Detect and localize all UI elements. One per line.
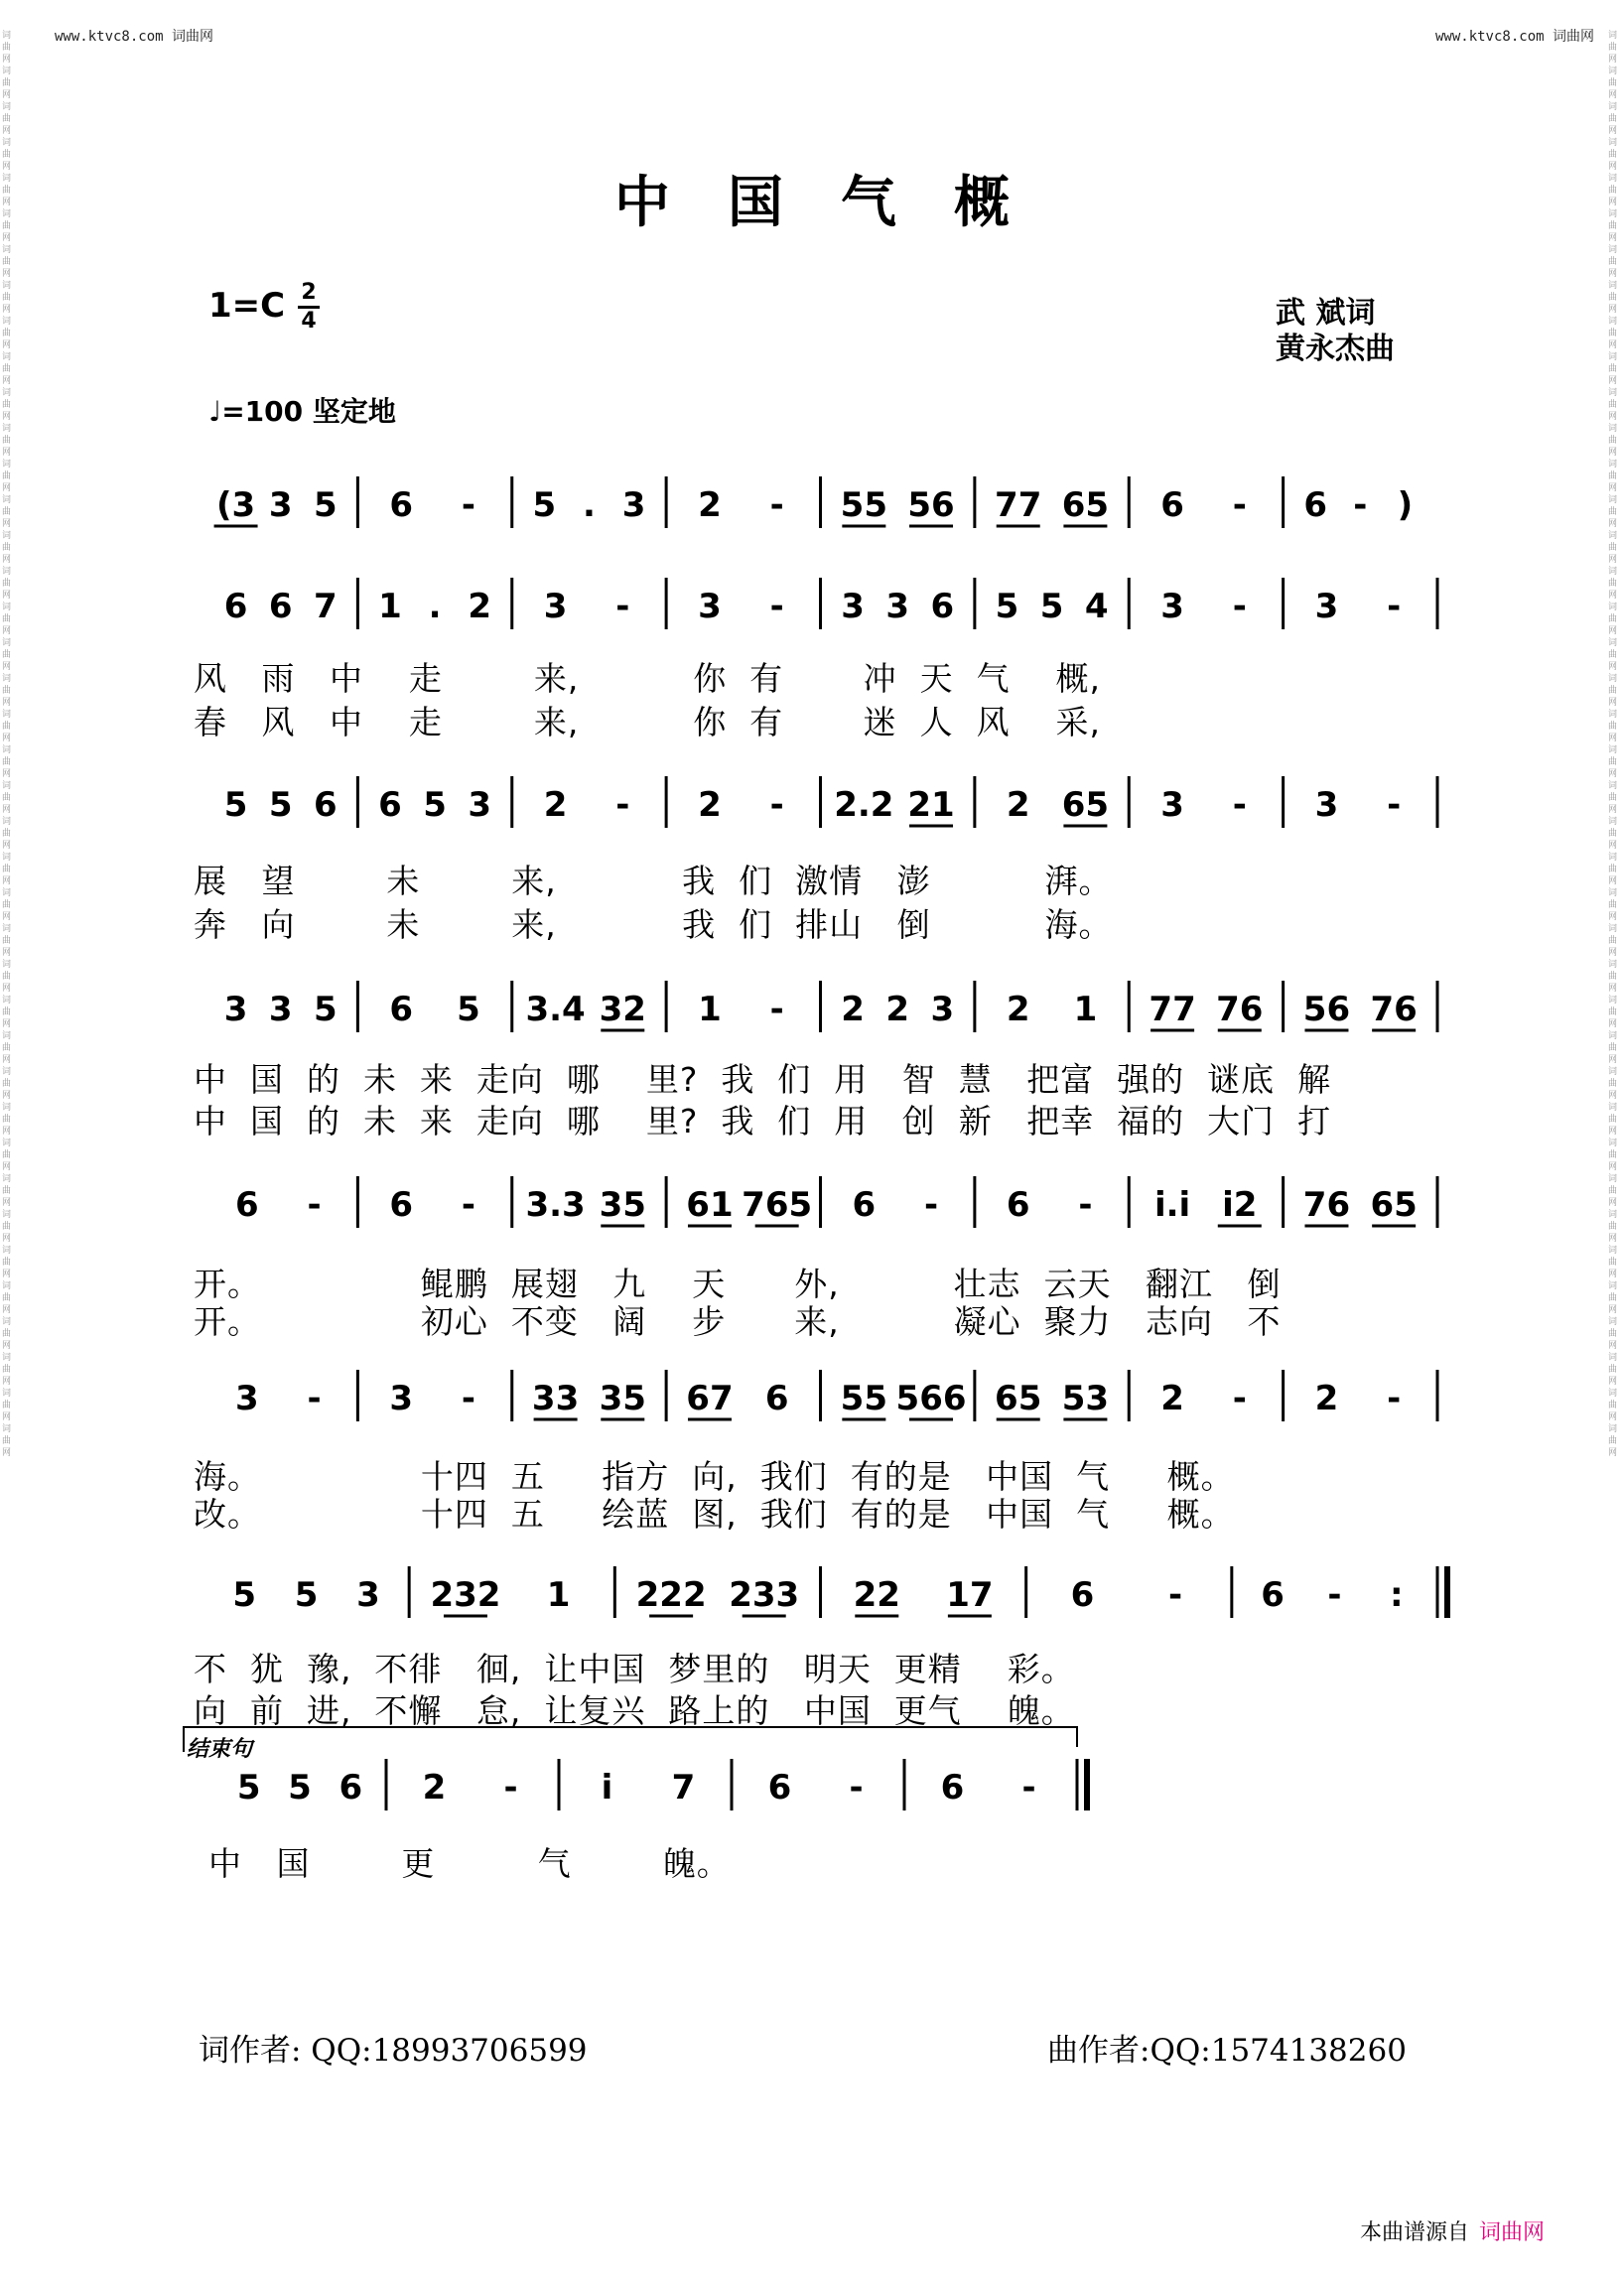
quarter-note-icon: ♩ (208, 395, 222, 428)
note: i2 (1222, 1185, 1258, 1225)
note: 6 (930, 587, 955, 626)
note: - (461, 485, 475, 525)
note: - (1232, 485, 1247, 525)
note: 5 (223, 785, 248, 825)
lyric-line: 开。 鲲鹏 展翅 九 天 外, 壮志 云天 翻江 倒 (194, 1265, 1282, 1303)
note: 6 (1160, 485, 1184, 525)
note: 6 (268, 587, 293, 626)
note: - (923, 1185, 939, 1225)
note: 5 (457, 990, 480, 1029)
note: 17 (946, 1575, 994, 1615)
note: 77 (995, 485, 1042, 525)
lyric-line: 中 国 的 未 来 走向 哪 里? 我 们 用 创 新 把幸 福的 大门 打 (194, 1102, 1332, 1140)
note: 2 (1314, 1379, 1339, 1418)
note: - (769, 990, 784, 1029)
note: 5 (1039, 587, 1064, 626)
note: 76 (1302, 1185, 1351, 1225)
tempo-text: =100 坚定地 (221, 395, 396, 428)
lyric-line: 改。 十四 五 绘蓝 图, 我们 有的是 中国 气 概。 (194, 1495, 1235, 1534)
note: 3.3 (525, 1185, 586, 1225)
note: : (1390, 1575, 1404, 1615)
note: 6 (389, 1185, 414, 1225)
note: ) (1397, 485, 1414, 525)
note: 3 (356, 1575, 380, 1615)
side-watermark-right: 词曲网词曲网词曲网词曲网词曲网词曲网词曲网词曲网词曲网词曲网词曲网词曲网词曲网词曲网词曲网词曲网词曲网词曲网词曲网词曲网词曲网词曲网词曲网词曲网词曲网词曲网词曲网词曲网词曲网词曲网词曲网词曲网词曲网词曲网词曲网词曲网词曲网词曲网词曲网词曲网 (1608, 31, 1618, 1458)
note: - (1387, 587, 1402, 626)
lyric-line: 展 望 未 来, 我 们 激情 澎 湃。 (194, 862, 1113, 900)
note: 2 (543, 785, 568, 825)
note: 35 (599, 1379, 646, 1418)
note: 3 (1314, 587, 1339, 626)
note: 5 (313, 990, 338, 1029)
note: 3 (468, 785, 492, 825)
note: 5 (995, 587, 1019, 626)
lyric-line: 开。 初心 不变 阔 步 来, 凝心 聚力 志向 不 (194, 1302, 1282, 1341)
lyric-line: 奔 向 未 来, 我 们 排山 倒 海。 (194, 905, 1113, 944)
note: 53 (1061, 1379, 1110, 1418)
note: 5 (288, 1768, 312, 1808)
note: 7 (313, 587, 338, 626)
note: 6 (313, 785, 338, 825)
note: 6 (1261, 1575, 1285, 1615)
note: 61 (686, 1185, 734, 1225)
lyric-line: 风 雨 中 走 来, 你 有 冲 天 气 概, (194, 659, 1102, 698)
note: - (1232, 785, 1247, 825)
source-brand[interactable]: 词曲网 (1479, 2220, 1546, 2245)
note: 5 (423, 785, 447, 825)
note: 35 (599, 1185, 646, 1225)
note: 2 (698, 785, 722, 825)
note: 5 (232, 1575, 257, 1615)
note: - (461, 1185, 475, 1225)
note: 3.4 (525, 990, 586, 1029)
note: 222 (635, 1575, 707, 1615)
note: . (428, 587, 442, 626)
note: - (307, 1379, 322, 1418)
lyric-line: 春 风 中 走 来, 你 有 迷 人 风 采, (194, 703, 1102, 741)
note: 22 (853, 1575, 900, 1615)
note: 2 (1006, 990, 1030, 1029)
note: - (1387, 785, 1402, 825)
note: 3 (543, 587, 568, 626)
note: 6 (1006, 1185, 1030, 1225)
ending-label: 结束句 (187, 1737, 253, 1762)
note: 4 (1084, 587, 1109, 626)
note: 21 (907, 785, 955, 825)
note: - (1327, 1575, 1342, 1615)
note: 3 (1160, 587, 1184, 626)
note: 3 (930, 990, 955, 1029)
note: 2 (1006, 785, 1030, 825)
note: 3 (235, 1379, 259, 1418)
note: 1 (546, 1575, 571, 1615)
composer-contact: 曲作者:QQ:1574138260 (1047, 2033, 1407, 2069)
note: - (307, 1185, 322, 1225)
note: 3 (389, 1379, 414, 1418)
note: i.i (1153, 1185, 1191, 1225)
note: 55 (840, 1379, 888, 1418)
note: 2 (698, 485, 722, 525)
note: - (769, 785, 784, 825)
note: - (461, 1379, 475, 1418)
note: 1 (698, 990, 722, 1029)
note: 65 (1061, 785, 1110, 825)
note: 1 (378, 587, 402, 626)
note: 2 (841, 990, 865, 1029)
note: - (1353, 485, 1368, 525)
lyric-line: 中 国 更 气 魄。 (208, 1844, 731, 1883)
note: 6 (389, 990, 414, 1029)
note: 56 (907, 485, 955, 525)
note: - (615, 587, 630, 626)
note: - (503, 1768, 518, 1808)
note: 5 (294, 1575, 319, 1615)
note: - (1078, 1185, 1093, 1225)
lyricist-contact: 词作者: QQ:18993706599 (199, 2033, 588, 2069)
note: 76 (1370, 990, 1418, 1029)
note: 3 (698, 587, 722, 626)
lyric-line: 海。 十四 五 指方 向, 我们 有的是 中国 气 概。 (194, 1457, 1235, 1496)
note: 56 (1302, 990, 1351, 1029)
note: 232 (430, 1575, 501, 1615)
note: 6 (764, 1379, 789, 1418)
site-url-right[interactable]: www.ktvc8.com 词曲网 (1434, 29, 1594, 45)
side-watermark-left: 词曲网词曲网词曲网词曲网词曲网词曲网词曲网词曲网词曲网词曲网词曲网词曲网词曲网词曲网词曲网词曲网词曲网词曲网词曲网词曲网词曲网词曲网词曲网词曲网词曲网词曲网词曲网词曲网词曲网词曲网词曲网词曲网词曲网词曲网词曲网词曲网词曲网词曲网词曲网词曲网 (2, 31, 12, 1458)
note: 2.2 (834, 785, 894, 825)
note: - (1021, 1768, 1036, 1808)
note: . (582, 485, 596, 525)
note: 5 (236, 1768, 261, 1808)
note: 6 (378, 785, 402, 825)
lyricist: 武 斌词 (1276, 296, 1376, 331)
note: - (1232, 587, 1247, 626)
note: 3 (1314, 785, 1339, 825)
note: 5 (268, 785, 293, 825)
note: 6 (338, 1768, 363, 1808)
lyric-line: 向 前 进, 不懈 怠, 让复兴 路上的 中国 更气 魄。 (194, 1691, 1075, 1730)
note: 76 (1216, 990, 1264, 1029)
note: 3 (268, 990, 293, 1029)
note: 2 (422, 1768, 447, 1808)
note: 5 (532, 485, 557, 525)
note: 6 (389, 485, 414, 525)
note: 233 (729, 1575, 800, 1615)
note: 6 (223, 587, 248, 626)
note: 1 (1073, 990, 1098, 1029)
note: 6 (1070, 1575, 1095, 1615)
note: - (1167, 1575, 1183, 1615)
lyric-line: 中 国 的 未 来 走向 哪 里? 我 们 用 智 慧 把富 强的 谜底 解 (194, 1060, 1332, 1099)
note: - (849, 1768, 864, 1808)
note: 6 (767, 1768, 792, 1808)
note: 5 (313, 485, 338, 525)
note: 3 (223, 990, 248, 1029)
note: 2 (885, 990, 910, 1029)
note: 7 (671, 1768, 696, 1808)
time-bottom: 4 (301, 309, 317, 334)
note: - (1232, 1379, 1247, 1418)
note: 6 (235, 1185, 259, 1225)
note: 3 (885, 587, 910, 626)
note: - (615, 785, 630, 825)
source-note (1360, 2215, 1545, 2246)
note: 65 (1061, 485, 1110, 525)
note: - (769, 485, 784, 525)
key-signature: 1=C (208, 286, 286, 326)
note: 3 (268, 485, 293, 525)
note: 2 (468, 587, 492, 626)
song-title: 中国气概 (614, 171, 1067, 235)
note: - (769, 587, 784, 626)
note: 3 (841, 587, 865, 626)
note: 55 (840, 485, 888, 525)
note: 67 (686, 1379, 734, 1418)
note: 6 (1303, 485, 1328, 525)
source-text: 本曲谱源自 (1360, 2220, 1470, 2245)
composer: 黄永杰曲 (1276, 332, 1395, 366)
note: 566 (895, 1379, 967, 1418)
note: 65 (1370, 1185, 1418, 1225)
site-url-left[interactable]: www.ktvc8.com 词曲网 (55, 29, 214, 45)
note: 77 (1149, 990, 1196, 1029)
note: (3 (215, 485, 256, 525)
note: 3 (1160, 785, 1184, 825)
time-top: 2 (301, 280, 317, 305)
note: 2 (1160, 1379, 1184, 1418)
note: i (601, 1768, 613, 1808)
note: 6 (852, 1185, 877, 1225)
note: - (1387, 1379, 1402, 1418)
note: 6 (940, 1768, 965, 1808)
note: 3 (621, 485, 646, 525)
note: 32 (599, 990, 646, 1029)
note: 65 (995, 1379, 1042, 1418)
note: 765 (742, 1185, 813, 1225)
lyric-line: 不 犹 豫, 不徘 徊, 让中国 梦里的 明天 更精 彩。 (194, 1650, 1075, 1688)
note: 33 (531, 1379, 580, 1418)
